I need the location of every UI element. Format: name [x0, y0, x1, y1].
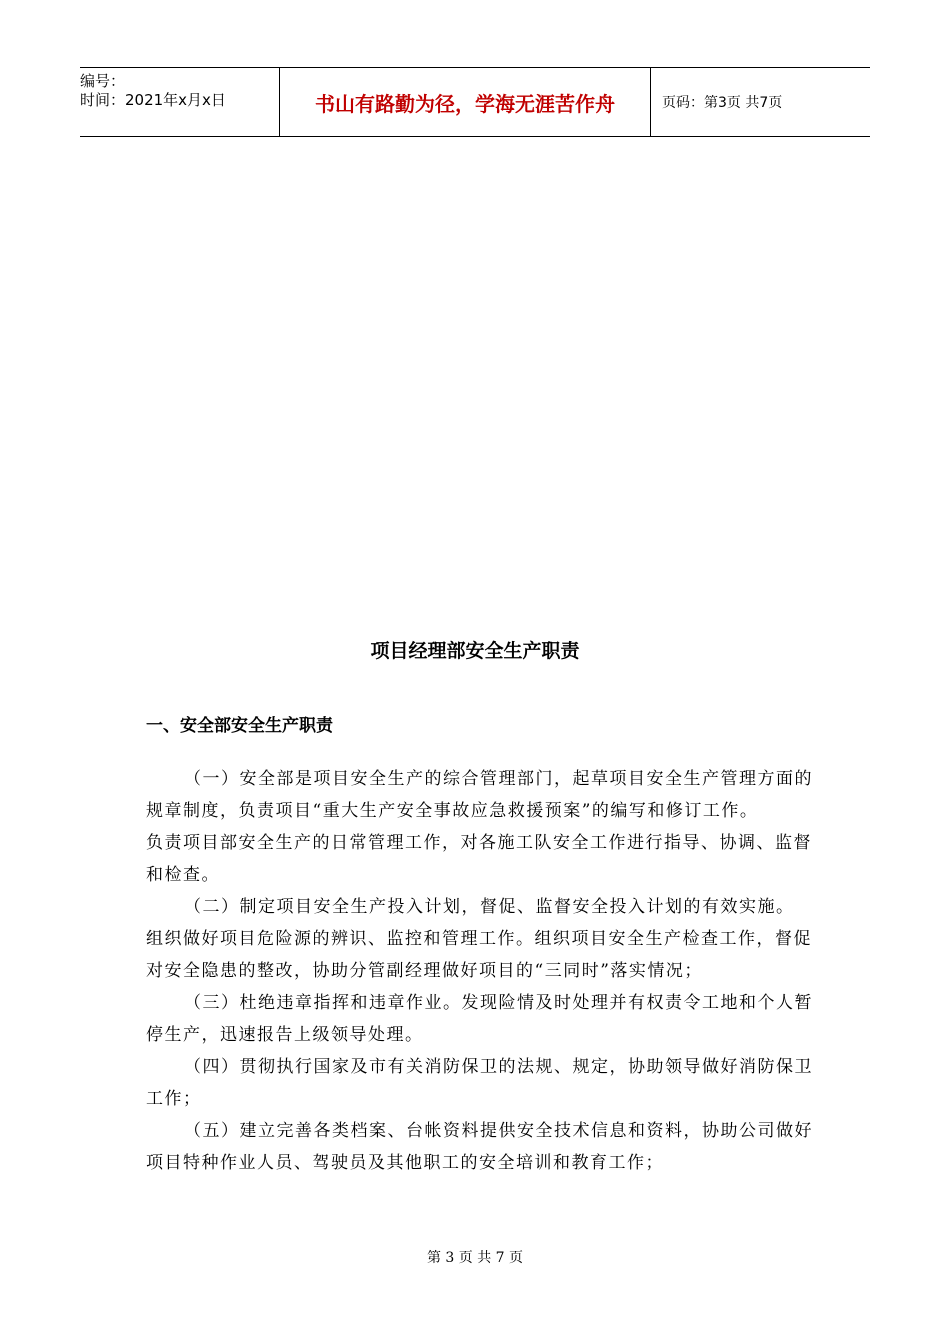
- paragraph-2: 负责项目部安全生产的日常管理工作，对各施工队安全工作进行指导、协调、监督和检查。: [146, 833, 812, 885]
- document-body: [146, 763, 822, 1179]
- paragraph-6: （四）贯彻执行国家及市有关消防保卫的法规、规定，协助领导做好消防保卫工作；: [146, 1057, 813, 1109]
- paragraph-3: （二）制定项目安全生产投入计划，督促、监督安全投入计划的有效实施。: [184, 897, 795, 917]
- paragraph-1: （一）安全部是项目安全生产的综合管理部门，起草项目安全生产管理方面的规章制度，负责项目“重大生产安全事故应急救援预案”的编写和修订工作。: [146, 769, 813, 821]
- document-date: 时间：2021年x月x日: [80, 91, 226, 109]
- header-motto: 书山有路勤为径，学海无涯苦作舟: [280, 68, 651, 136]
- page-footer: 第 3 页 共 7 页: [426, 1250, 524, 1266]
- document-number-label: 编号：: [80, 72, 126, 90]
- section-heading: 一、安全部安全生产职责: [146, 716, 333, 736]
- paragraph-5: （三）杜绝违章指挥和违章作业。发现险情及时处理并有权责令工地和个人暂停生产，迅速报告上级领导处理。: [146, 993, 813, 1045]
- paragraph-4: 组织做好项目危险源的辨识、监控和管理工作。组织项目安全生产检查工作，督促对安全隐患的整改，协助分管副经理做好项目的“三同时”落实情况；: [146, 929, 812, 981]
- header-page-info: 页码：第3页 共7页: [662, 95, 783, 111]
- paragraph-7: （五）建立完善各类档案、台帐资料提供安全技术信息和资料，协助公司做好项目特种作业人员、驾驶员及其他职工的安全培训和教育工作；: [146, 1121, 813, 1173]
- page-header: [80, 67, 870, 137]
- header-meta: [80, 68, 280, 136]
- document-title: 项目经理部安全生产职责: [370, 640, 580, 662]
